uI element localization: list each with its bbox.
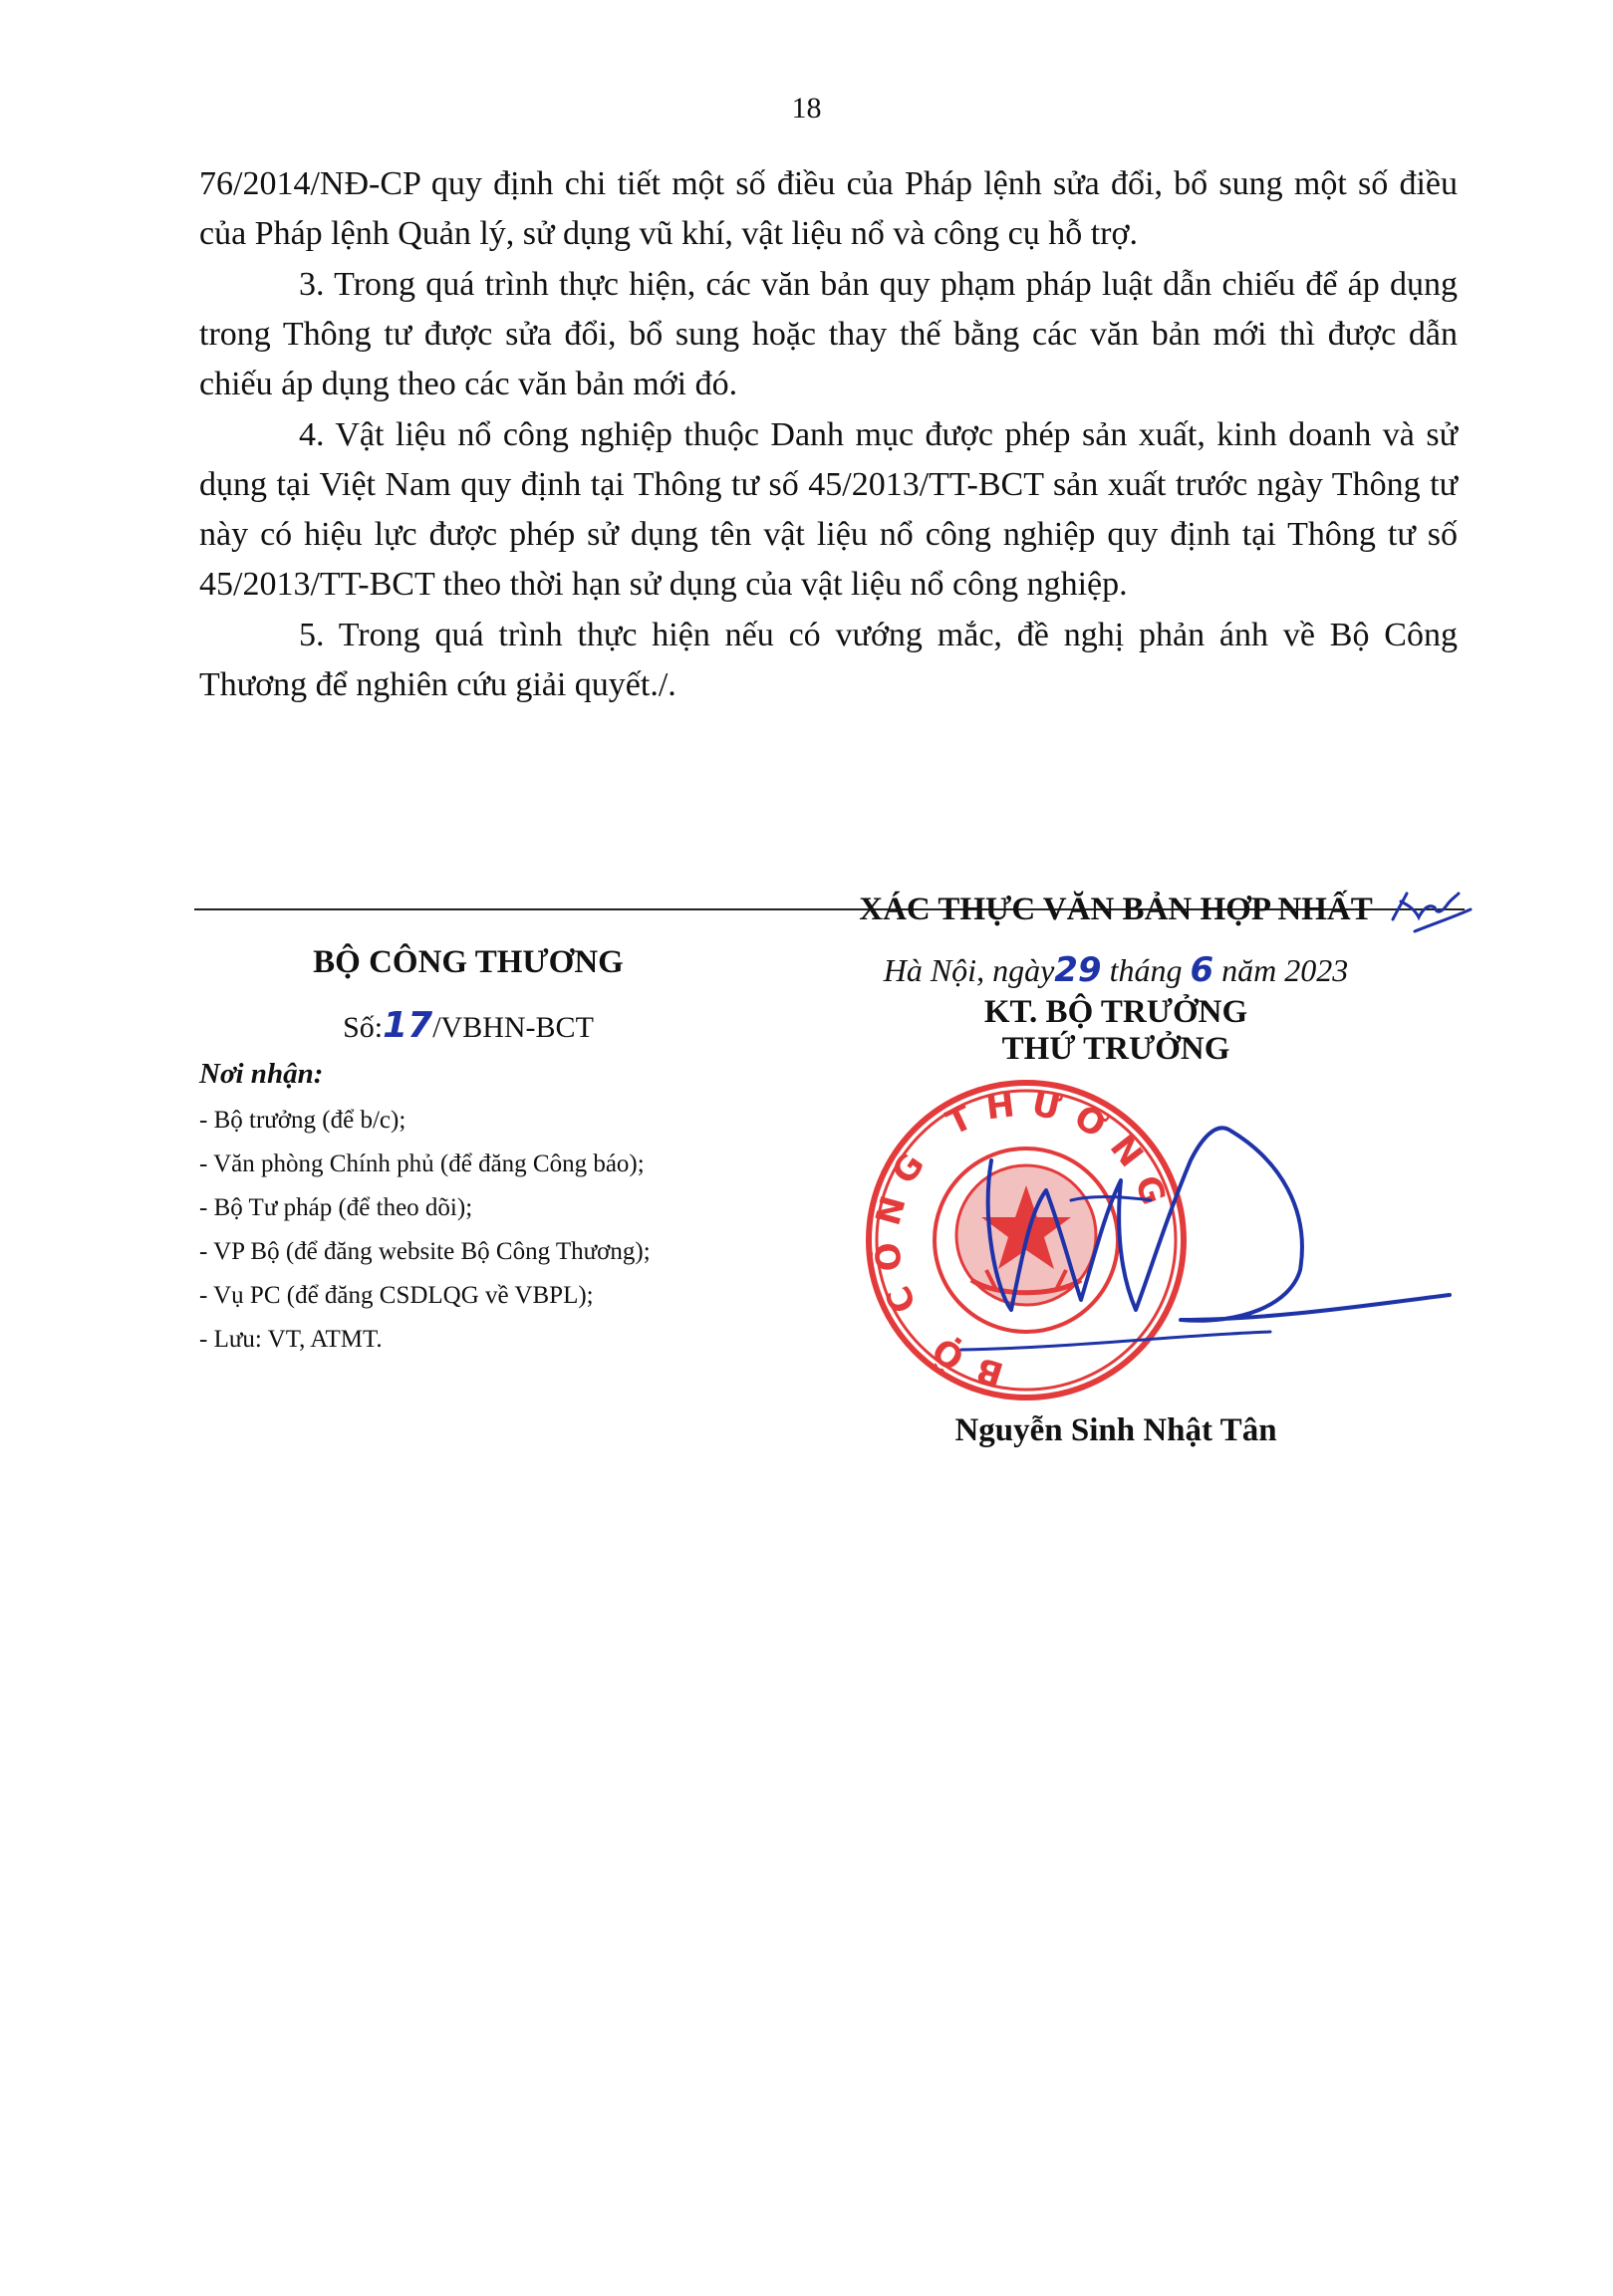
seal-ring-text: BỘ CÔNG THƯƠNG (867, 1083, 1179, 1395)
recipient-item: - VP Bộ (để đăng website Bộ Công Thương); (199, 1238, 651, 1265)
number-prefix: Số: (343, 1011, 384, 1044)
number-handwritten: 17 (383, 1005, 433, 1046)
paragraph-item-4: 4. Vật liệu nổ công nghiệp thuộc Danh mục được phép sản xuất, kinh doanh và sử dụng tại Việt Nam quy định tại Thông tư số 45/2013/TT-BCT sản xuất trước ngày Thông tư này có hiệu lực được phép sử dụng tên vật liệu nổ công nghiệp quy định tại Thông tư số 45/2013/TT-BCT theo thời hạn sử dụng của vật liệu nổ công nghiệp. (199, 416, 1458, 603)
number-suffix: /VBHN-BCT (432, 1011, 594, 1044)
recipient-item: - Văn phòng Chính phủ (để đăng Công báo); (199, 1150, 645, 1177)
body-text (199, 159, 1458, 711)
recipients-list (199, 1099, 817, 1362)
recipient-item: - Bộ trưởng (để b/c); (199, 1107, 406, 1134)
issuer-block (199, 936, 817, 1362)
authentication-block (797, 892, 1494, 1068)
authentication-date (797, 950, 1435, 990)
authentication-title-text: XÁC THỰC VĂN BẢN HỢP NHẤT (859, 892, 1373, 927)
recipients-title: Nơi nhận: (199, 1058, 324, 1090)
signer-name: Nguyễn Sinh Nhật Tân (954, 1412, 1277, 1448)
handwritten-signature (951, 1101, 1470, 1390)
date-place: Hà Nội, ngày (883, 952, 1055, 988)
initials-mark-icon (1385, 880, 1475, 939)
date-month-label: tháng (1109, 952, 1183, 988)
paragraph-continuation: 76/2014/NĐ-CP quy định chi tiết một số điều của Pháp lệnh sửa đổi, bổ sung một số điều của Pháp lệnh Quản lý, sử dụng vũ khí, vật liệu nổ và công cụ hỗ trợ. (199, 165, 1458, 252)
date-year: năm 2023 (1221, 952, 1349, 988)
signature-icon (951, 1101, 1470, 1390)
document-number (199, 1005, 737, 1046)
recipient-item: - Bộ Tư pháp (để theo dõi); (199, 1194, 473, 1221)
recipient-item: - Lưu: VT, ATMT. (199, 1326, 383, 1353)
paragraph-item-5: 5. Trong quá trình thực hiện nếu có vướng mắc, đề nghị phản ánh về Bộ Công Thương để nghiên cứu giải quyết./. (199, 617, 1458, 703)
page-number: 18 (791, 92, 822, 125)
authentication-title (797, 892, 1435, 928)
org-name: BỘ CÔNG THƯƠNG (313, 944, 624, 980)
date-month: 6 (1190, 950, 1214, 990)
recipient-item: - Vụ PC (để đăng CSDLQG về VBPL); (199, 1282, 594, 1309)
signer-role-line-1: KT. BỘ TRƯỞNG (983, 994, 1248, 1030)
paragraph-item-3: 3. Trong quá trình thực hiện, các văn bản quy phạm pháp luật dẫn chiếu để áp dụng trong Thông tư được sửa đổi, bổ sung hoặc thay thế bằng các văn bản mới thì được dẫn chiếu áp dụng theo các văn bản mới đó. (199, 266, 1458, 402)
date-day: 29 (1054, 950, 1102, 990)
signer-role-line-2: THỨ TRƯỞNG (1001, 1031, 1230, 1067)
